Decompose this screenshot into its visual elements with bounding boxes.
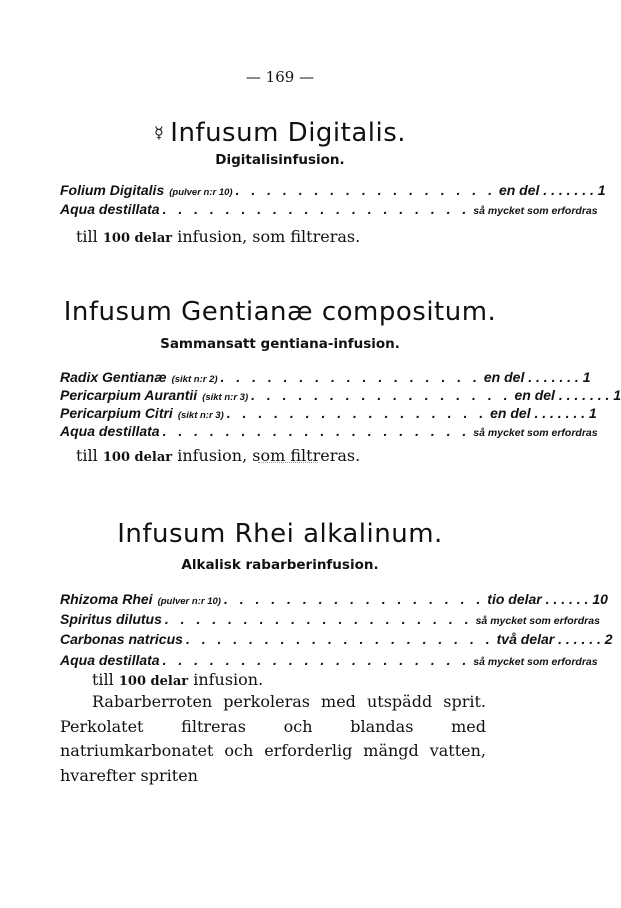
ingredient-row bbox=[60, 611, 600, 629]
footer-quantity: 100 delar bbox=[118, 674, 189, 689]
ingredient-note: (sikt n:r 2) bbox=[171, 374, 218, 385]
section-title: Infusum Rhei alkalinum. bbox=[117, 519, 443, 549]
ingredient-row bbox=[60, 201, 598, 219]
section-divider bbox=[258, 462, 318, 463]
ingredient-name: Pericarpium Citri bbox=[60, 405, 173, 421]
section-footer bbox=[92, 670, 263, 689]
ingredient-name: Aqua destillata bbox=[60, 423, 160, 439]
leader-dots: . . . . . . . . . . . . . . . . . bbox=[220, 369, 481, 385]
ingredient-name: Aqua destillata bbox=[60, 652, 160, 668]
ingredient-row bbox=[60, 591, 608, 609]
footer-quantity: 100 delar bbox=[102, 231, 173, 246]
footer-text: till bbox=[76, 446, 103, 465]
footer-text: infusion. bbox=[188, 670, 264, 689]
ingredient-row bbox=[60, 405, 597, 423]
section-subtitle: Digitalisinfusion. bbox=[215, 152, 345, 168]
footer-quantity: 100 delar bbox=[102, 450, 173, 465]
ingredient-row bbox=[60, 387, 621, 405]
footer-text: till bbox=[92, 670, 119, 689]
footer-text: infusion, som filtreras. bbox=[172, 227, 361, 246]
section-title: Infusum Gentianæ compositum. bbox=[63, 297, 497, 327]
leader-dots: . . . . . . . . . . . . . . . . . bbox=[223, 591, 485, 607]
ingredient-name: Aqua destillata bbox=[60, 201, 160, 217]
leader-dots: . . . . . . . . . . . . . . . . . . . . bbox=[185, 631, 494, 647]
ingredient-amount: så mycket som erfordras bbox=[475, 615, 600, 627]
ingredient-row bbox=[60, 369, 591, 387]
leader-dots: . . . . . . . . . . . . . . . . . . . . bbox=[162, 423, 471, 439]
section-subtitle: Alkalisk rabarberinfusion. bbox=[181, 557, 379, 573]
ingredient-name: Folium Digitalis bbox=[60, 182, 165, 198]
ingredient-row bbox=[60, 631, 613, 649]
ingredient-row bbox=[60, 182, 606, 200]
ingredient-row bbox=[60, 652, 598, 670]
ingredient-amount: så mycket som erfordras bbox=[473, 656, 598, 668]
section-subtitle: Sammansatt gentiana-infusion. bbox=[160, 336, 400, 352]
footer-text: infusion, som filtreras. bbox=[172, 446, 361, 465]
ingredient-note: (sikt n:r 3) bbox=[177, 410, 224, 421]
leader-dots: . . . . . . . . . . . . . . . . . . . . bbox=[164, 611, 473, 627]
ingredient-name: Spiritus dilutus bbox=[60, 611, 162, 627]
ingredient-note: (pulver n:r 10) bbox=[157, 596, 221, 607]
ingredient-amount: en del . . . . . . . 1 bbox=[490, 405, 597, 421]
ingredient-name: Rhizoma Rhei bbox=[60, 591, 153, 607]
ingredient-row bbox=[60, 423, 598, 441]
footer-text: till bbox=[76, 227, 103, 246]
leader-dots: . . . . . . . . . . . . . . . . . bbox=[235, 182, 496, 198]
page-number: — 169 — bbox=[245, 68, 315, 86]
ingredient-note: (pulver n:r 10) bbox=[169, 187, 233, 198]
ingredient-amount: en del . . . . . . . 1 bbox=[514, 387, 621, 403]
ingredient-amount: två delar . . . . . . 2 bbox=[496, 631, 613, 647]
leader-dots: . . . . . . . . . . . . . . . . . bbox=[251, 387, 512, 403]
ingredient-name: Pericarpium Aurantii bbox=[60, 387, 198, 403]
ingredient-amount: så mycket som erfordras bbox=[473, 205, 598, 217]
ingredient-amount: så mycket som erfordras bbox=[473, 427, 598, 439]
ingredient-amount: tio delar . . . . . . 10 bbox=[487, 591, 608, 607]
leader-dots: . . . . . . . . . . . . . . . . . . . . bbox=[162, 201, 471, 217]
ingredient-amount: en del . . . . . . . 1 bbox=[483, 369, 591, 385]
ingredient-name: Radix Gentianæ bbox=[60, 369, 167, 385]
body-paragraph: Rabarberroten perkoleras med utspädd sprit. Perkolatet filtreras och blandas med natriumkarbonatet och erforderlig mängd vatten, hvarefter spriten bbox=[60, 692, 486, 785]
leader-dots: . . . . . . . . . . . . . . . . . bbox=[226, 405, 488, 421]
section-title bbox=[0, 118, 560, 148]
ingredient-amount: en del . . . . . . . 1 bbox=[498, 182, 606, 198]
poison-mark-icon: ☿ bbox=[153, 123, 165, 142]
ingredient-name: Carbonas natricus bbox=[60, 631, 183, 647]
section-footer bbox=[76, 227, 360, 246]
section-title-text: Infusum Digitalis. bbox=[170, 118, 407, 148]
ingredient-note: (sikt n:r 3) bbox=[202, 392, 249, 403]
leader-dots: . . . . . . . . . . . . . . . . . . . . bbox=[162, 652, 471, 668]
